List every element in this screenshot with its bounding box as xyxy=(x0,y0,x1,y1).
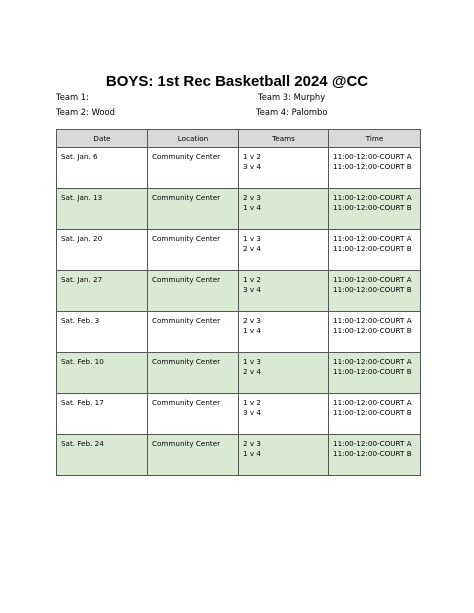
teams-cell xyxy=(239,394,329,435)
location-cell: Community Center xyxy=(148,394,239,435)
time-slot-text: 11:00-12:00-COURT B xyxy=(333,367,412,376)
teams-cell xyxy=(239,312,329,353)
time-slot-text: 11:00-12:00-COURT B xyxy=(333,408,412,417)
date-cell: Sat. Feb. 17 xyxy=(57,394,148,435)
matchup-text: 2 v 4 xyxy=(243,244,261,253)
time-cell xyxy=(329,435,421,476)
time-cell xyxy=(329,230,421,271)
location-cell: Community Center xyxy=(148,271,239,312)
teams-cell xyxy=(239,271,329,312)
time-slot-text: 11:00-12:00-COURT A xyxy=(333,398,412,407)
header-location: Location xyxy=(148,130,239,148)
team-3-label: Team 3: Murphy xyxy=(258,92,326,102)
location-cell: Community Center xyxy=(148,353,239,394)
table-row xyxy=(57,271,421,312)
location-cell: Community Center xyxy=(148,312,239,353)
time-slot-text: 11:00-12:00-COURT A xyxy=(333,152,412,161)
time-slot-text: 11:00-12:00-COURT A xyxy=(333,234,412,243)
time-cell xyxy=(329,189,421,230)
location-cell: Community Center xyxy=(148,189,239,230)
matchup-text: 2 v 4 xyxy=(243,367,261,376)
time-cell xyxy=(329,148,421,189)
table-row xyxy=(57,230,421,271)
time-slot-text: 11:00-12:00-COURT B xyxy=(333,449,412,458)
matchup-text: 2 v 3 xyxy=(243,439,261,448)
time-slot-text: 11:00-12:00-COURT B xyxy=(333,326,412,335)
time-slot-text: 11:00-12:00-COURT A xyxy=(333,193,412,202)
teams-cell xyxy=(239,353,329,394)
time-cell xyxy=(329,394,421,435)
time-slot-text: 11:00-12:00-COURT A xyxy=(333,357,412,366)
date-cell: Sat. Jan. 13 xyxy=(57,189,148,230)
location-cell: Community Center xyxy=(148,230,239,271)
table-row xyxy=(57,148,421,189)
time-slot-text: 11:00-12:00-COURT A xyxy=(333,275,412,284)
table-row xyxy=(57,394,421,435)
team-1-label: Team 1: xyxy=(56,92,89,102)
time-slot-text: 11:00-12:00-COURT A xyxy=(333,316,412,325)
team-2-label: Team 2: Wood xyxy=(56,107,115,117)
matchup-text: 3 v 4 xyxy=(243,408,261,417)
matchup-text: 2 v 3 xyxy=(243,193,261,202)
matchup-text: 1 v 3 xyxy=(243,234,261,243)
matchup-text: 1 v 4 xyxy=(243,326,261,335)
time-slot-text: 11:00-12:00-COURT B xyxy=(333,162,412,171)
table-row xyxy=(57,353,421,394)
header-teams: Teams xyxy=(239,130,329,148)
schedule-table xyxy=(56,129,421,476)
matchup-text: 3 v 4 xyxy=(243,162,261,171)
matchup-text: 1 v 3 xyxy=(243,357,261,366)
teams-cell xyxy=(239,435,329,476)
location-cell: Community Center xyxy=(148,148,239,189)
time-slot-text: 11:00-12:00-COURT B xyxy=(333,244,412,253)
time-slot-text: 11:00-12:00-COURT B xyxy=(333,203,412,212)
date-cell: Sat. Feb. 3 xyxy=(57,312,148,353)
table-header-row xyxy=(57,130,421,148)
time-cell xyxy=(329,353,421,394)
table-row xyxy=(57,189,421,230)
header-time: Time xyxy=(329,130,421,148)
date-cell: Sat. Jan. 6 xyxy=(57,148,148,189)
table-row xyxy=(57,312,421,353)
teams-cell xyxy=(239,148,329,189)
matchup-text: 1 v 2 xyxy=(243,275,261,284)
matchup-text: 3 v 4 xyxy=(243,285,261,294)
time-cell xyxy=(329,312,421,353)
date-cell: Sat. Jan. 27 xyxy=(57,271,148,312)
table-row xyxy=(57,435,421,476)
team-4-label: Team 4: Palombo xyxy=(256,107,328,117)
location-cell: Community Center xyxy=(148,435,239,476)
matchup-text: 2 v 3 xyxy=(243,316,261,325)
matchup-text: 1 v 2 xyxy=(243,152,261,161)
date-cell: Sat. Feb. 24 xyxy=(57,435,148,476)
time-slot-text: 11:00-12:00-COURT B xyxy=(333,285,412,294)
teams-cell xyxy=(239,230,329,271)
schedule-body xyxy=(57,148,421,476)
page-title: BOYS: 1st Rec Basketball 2024 @CC xyxy=(105,73,369,90)
matchup-text: 1 v 4 xyxy=(243,449,261,458)
time-cell xyxy=(329,271,421,312)
date-cell: Sat. Jan. 20 xyxy=(57,230,148,271)
header-date: Date xyxy=(57,130,148,148)
date-cell: Sat. Feb. 10 xyxy=(57,353,148,394)
teams-cell xyxy=(239,189,329,230)
matchup-text: 1 v 4 xyxy=(243,203,261,212)
matchup-text: 1 v 2 xyxy=(243,398,261,407)
time-slot-text: 11:00-12:00-COURT A xyxy=(333,439,412,448)
